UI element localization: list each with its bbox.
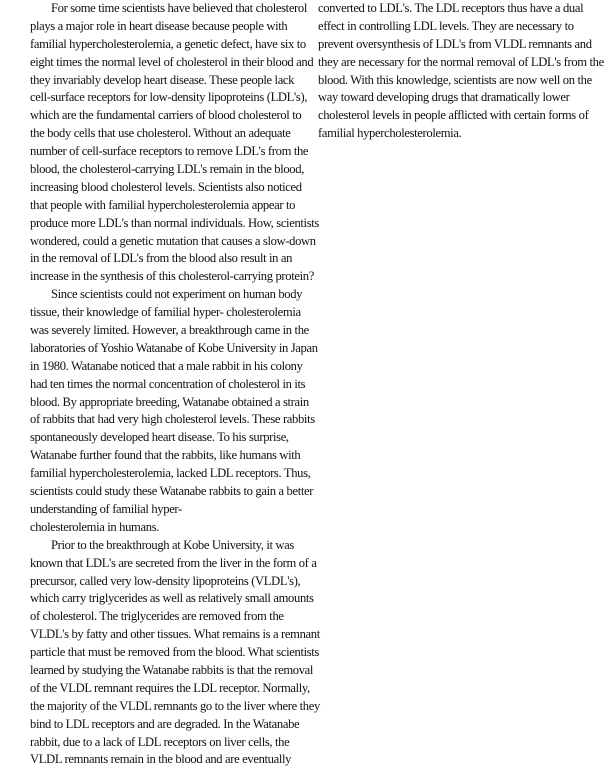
text-line: prevent oversynthesis of LDL's from VLDL remnants and	[318, 36, 592, 51]
article-left-column	[30, 0, 318, 769]
text-line: that people with familial hypercholesterolemia appear to	[30, 197, 296, 212]
text-line: which carry triglycerides as well as relatively small amounts	[30, 591, 314, 606]
text-line: familial hypercholesterolemia, lacked LDL receptors. Thus,	[30, 466, 311, 481]
text-line: which are the fundamental carriers of blood cholesterol to	[30, 108, 302, 123]
text-line: number of cell-surface receptors to remove LDL's from the	[30, 144, 309, 159]
text-line: familial hypercholesterolemia, a genetic defect, have six to	[30, 36, 306, 51]
text-line: For some time scientists have believed that cholesterol	[51, 1, 307, 15]
text-line: plays a major role in heart disease because people with	[30, 18, 288, 33]
text-line: they are necessary for the normal removal of LDL's from the	[318, 54, 604, 69]
text-line: they invariably develop heart disease. These people lack	[30, 72, 295, 87]
text-line: way toward developing drugs that dramatically lower	[318, 90, 570, 105]
text-line: of the VLDL remnant requires the LDL receptor. Normally,	[30, 680, 310, 695]
text-line: in 1980. Watanabe noticed that a male rabbit in his colony	[30, 358, 303, 373]
text-line: had ten times the normal concentration of cholesterol in its	[30, 376, 306, 391]
text-line: learned by studying the Watanabe rabbits is that the removal	[30, 662, 314, 677]
text-line: known that LDL's are secreted from the liver in the form of a	[30, 555, 317, 570]
text-line: wondered, could a genetic mutation that causes a slow-down	[30, 233, 316, 248]
text-line: bind to LDL receptors and are degraded. In the Watanabe	[30, 716, 300, 731]
text-line: of cholesterol. The triglycerides are removed from the	[30, 609, 284, 624]
text-line: the body cells that use cholesterol. Without an adequate	[30, 126, 291, 141]
text-line: in the removal of LDL's from the blood also result in an	[30, 251, 293, 266]
text-line: was severely limited. However, a breakthrough came in the	[30, 323, 309, 338]
text-line: understanding of familial hyper-	[30, 501, 182, 516]
text-line: Prior to the breakthrough at Kobe University, it was	[51, 537, 294, 552]
text-line: increase in the synthesis of this cholesterol-carrying protein?	[30, 269, 314, 284]
text-line: precursor, called very low-density lipoproteins (VLDL's),	[30, 573, 301, 588]
text-line: laboratories of Yoshio Watanabe of Kobe University in Japan	[30, 340, 318, 355]
text-line: familial hypercholesterolemia.	[318, 126, 462, 141]
article-right-column	[318, 0, 603, 143]
text-line: Since scientists could not experiment on human body	[51, 287, 303, 302]
text-line: tissue, their knowledge of familial hyper- cholesterolemia	[30, 305, 301, 320]
text-line: converted to LDL's. The LDL receptors thus have a dual	[318, 1, 584, 15]
text-line: of rabbits that had very high cholesterol levels. These rabbits	[30, 412, 315, 427]
text-line: increasing blood cholesterol levels. Scientists also noticed	[30, 179, 302, 194]
text-line: scientists could study these Watanabe rabbits to gain a better	[30, 484, 314, 499]
text-line: effect in controlling LDL levels. They are necessary to	[318, 18, 574, 33]
text-line: particle that must be removed from the blood. What scientists	[30, 645, 319, 660]
text-line: eight times the normal level of cholesterol in their blood and	[30, 54, 314, 69]
text-line: VLDL remnants remain in the blood and are eventually	[30, 752, 292, 767]
text-line: blood. With this knowledge, scientists are now well on the	[318, 72, 592, 87]
text-line: rabbit, due to a lack of LDL receptors on liver cells, the	[30, 734, 290, 749]
text-line: cholesterol levels in people afflicted with certain forms of	[318, 108, 589, 123]
text-line: cholesterolemia in humans.	[30, 519, 160, 534]
text-line: produce more LDL's than normal individuals. How, scientists	[30, 215, 319, 230]
text-line: VLDL's by fatty and other tissues. What remains is a remnant	[30, 627, 320, 642]
text-line: blood. By appropriate breeding, Watanabe obtained a strain	[30, 394, 309, 409]
text-line: blood, the cholesterol-carrying LDL's remain in the blood,	[30, 162, 304, 177]
text-line: the majority of the VLDL remnants go to the liver where they	[30, 698, 320, 713]
text-line: Watanabe further found that the rabbits, like humans with	[30, 448, 301, 463]
text-line: cell-surface receptors for low-density lipoproteins (LDL's),	[30, 90, 308, 105]
text-line: spontaneously developed heart disease. To his surprise,	[30, 430, 289, 445]
